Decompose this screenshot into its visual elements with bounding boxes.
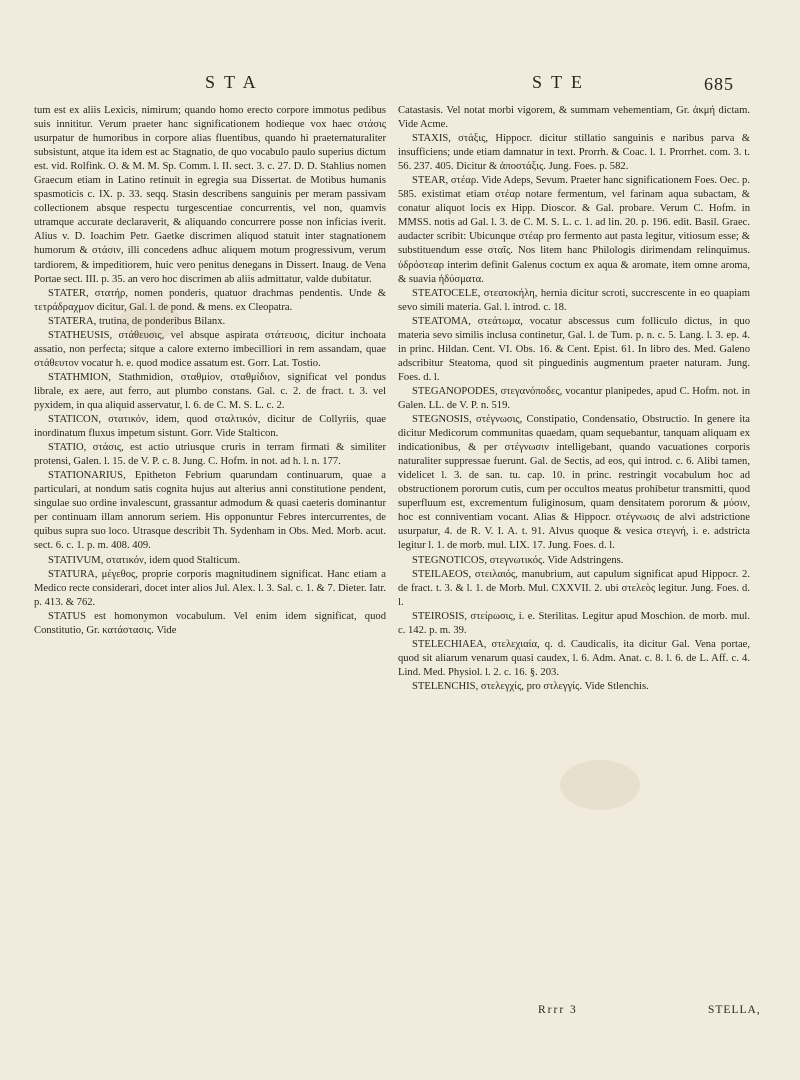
entry-status-continued: Catastasis. Vel notat morbi vigorem, & summam vehementiam, Gr. ἀκμή dictam. Vide Acme. bbox=[398, 105, 750, 131]
entry-statheusis: STATHEUSIS, στάθευσις, vel absque aspirata στάτευσις, dicitur inchoata assatio, non perfecta; sitque a calore externo imbecilliori in rem assandam, quae στάθευτον vocatur h. e. quod modice assatum est. Gorr. Lat. Tostio. bbox=[34, 329, 386, 369]
catchword: STELLA, bbox=[708, 1004, 761, 1016]
entry-steirosis: STEIROSIS, στείρωσις, i. e. Sterilitas. Legitur apud Moschion. de morb. mul. c. 142. p. m. 39. bbox=[398, 610, 750, 636]
entry-stationarius: STATIONARIUS, Epitheton Febrium quarundam continuarum, quae a particulari, at nondum satis cognita hujus aut alterius anni constitutione pendent, singulae suo ordine invalescunt, grassantur admodum & quasi caeteris dominantur per continuam illam annorum seriem. His opponuntur Febres intercurrentes, de quibus supra suo loco. Utrasque describit Th. Sydenham in Obs. Med. Morb. acut. sect. 6. c. 1. p. m. 408. 409. bbox=[34, 470, 386, 552]
left-running-head: STA bbox=[205, 72, 265, 92]
entry-staticon: STATICON, στατικόν, idem, quod σταλτικόν, dicitur de Collyriis, quae inordinatum fluxus impetum sistunt. Gorr. Vide Stalticon. bbox=[34, 414, 386, 440]
right-column bbox=[398, 104, 750, 694]
entry-stelenchis: STELENCHIS, στελεγχίς, pro στλεγγίς. Vide Stlenchis. bbox=[412, 680, 649, 692]
entry-status: STATUS est homonymon vocabulum. Vel enim idem significat, quod Constitutio, Gr. κατάστασις. Vide bbox=[34, 610, 386, 636]
entry-steatoma: STEATOMA, στεάτωμα, vocatur abscessus cum folliculo dictus, in quo materia sevo similis inclusa continetur, Gal. l. de Tum. p. n. c. 5. Lang. l. 3. ep. 4. in princ. Hildan. Cent. VI. Obs. 16. & Cent. Epist. 61. In libro des. Med. Galeno adscribitur Steatoma, quod sit pinguedinis augmentum praeter naturam. Jung. Foes. d. l. bbox=[398, 315, 750, 383]
entry-stativum: STATIVUM, στατικόν, idem quod Stalticum. bbox=[48, 554, 241, 566]
entry-stater: STATER, στατήρ, nomen ponderis, quatuor drachmas pendentis. Unde & τετράδραχμον dicitur, Gal. l. de pond. & mens. ex Cleopatra. bbox=[34, 287, 386, 313]
entry-statura: STATURA, μέγεθος, proprie corporis magnitudinem significat. Hanc etiam a Medico recte considerari, docet inter alios Jul. Alex. l. 3. Sal. c. 1. & 7. Dieter. Iatr. p. 413. & 762. bbox=[34, 568, 386, 608]
entry-statio: STATIO, στάσις, est actio utriusque cruris in terram firmati & similiter protensi, Galen. l. 15. de V. P. c. 8. Jung. C. Hofm. in not. ad h. l. n. 177. bbox=[34, 442, 386, 468]
entry-stear: STEAR, στέαρ. Vide Adeps, Sevum. Praeter hanc significationem Foes. Oec. p. 585. existimat etiam στέαρ notare fermentum, vel farinam aqua subactam, & conatur aliquot locis ex Hipp. Dioscor. & Gal. probare. Verum C. Hofm. in MMSS. notis ad Gal. l. 3. de C. M. S. L. c. 1. ad lin. 20. p. 196. edit. Basil. Graec. audacter scribit: Ubicunque στέαρ pro fermento aut pasta legitur, vitiosum esse; & substituendum esse σταῖς. Nos litem hanc Philologis dirimendam relinquimus. ὑδρόστεαρ interim definit Galenus coctum ex aqua & aromate, item omne aroma, & suavia ἡδύσματα. bbox=[398, 175, 750, 285]
paper-stain bbox=[560, 760, 640, 810]
entry-staxis: STAXIS, στάξις, Hippocr. dicitur stillatio sanguinis e naribus parva & insufficiens; unde etiam damnatur in text. Prorrh. & Coac. l. 1. Prorrhet. com. 3. t. 56. 237. 405. Dicitur & ἀποστάξις. Jung. Foes. p. 582. bbox=[398, 133, 750, 173]
entry-stasis-continued: tum est ex aliis Lexicis, nimirum; quando homo erecto corpore immotus pedibus suis innititur. Verum praeter hanc significationem hodieque vox haec στάσις usurpatur de humoribus in corpore alias fluentibus, quando hi praeternaturaliter subsistunt, atque ita idem est ac Stagnatio, de quo vocabulo paulo superius dictum est. vid. Rolfink. O. & M. M. Sp. Comm. l. II. sect. 3. c. 27. D. D. Stahlius nomen Graecum etiam in Latino retinuit in egregia sua Dissertat. de Motibus humanis spasmoticis c. IX. p. 33. seqq. Stasin describens sanguinis per meram passivam collectionem absque respectu turgescentiae concurrentis, vel non, quamvis utramque accurate declaraverit, & aliquando concurrere posse non inficias iverit. Alius v. D. Ioachim Petr. Gaetke discrimen aliquod statuit inter stagnationem humorum & στάσιν, illi concedens adhuc aliquem motum progressivum, verum tardiorem, & impeditiorem, huic vero penitus denegans in Dissert. Inaug. de Vena Portae sect. III. p. 35. an vero hoc discrimen ab aliis admittatur, valde dubitatur. bbox=[34, 105, 386, 285]
page-header bbox=[0, 72, 800, 102]
entry-steilaeos: STEILAEOS, στειλαιός, manubrium, aut capulum significat apud Hippocr. 2. de fract. t. 3. & l. 1. de Morb. Mul. CXXVII. 2. ubi στελεὸς legitur. Jung. Foes. d. l. bbox=[398, 568, 750, 608]
page-footer bbox=[0, 1004, 800, 1024]
right-running-head: STE bbox=[532, 72, 592, 92]
entry-stegnoticos: STEGNOTICOS, στεγνωτικός. Vide Adstringens. bbox=[412, 554, 624, 566]
entry-steganopodes: STEGANOPODES, στεγανόποδες, vocantur planipedes, apud C. Hofm. not. in Galen. LL. de V. P. n. 519. bbox=[398, 385, 750, 411]
entry-stelechiaea: STELECHIAEA, στελεχιαία, q. d. Caudicalis, ita dicitur Gal. Vena portae, quod sit aliarum venarum quasi caudex, l. 6. Adm. Anat. c. 8. l. 6. de L. Aff. c. 4. Lind. Med. Physiol. l. 2. c. 16. §. 203. bbox=[398, 638, 750, 678]
paper-stain bbox=[120, 300, 180, 340]
entry-stegnosis: STEGNOSIS, στέγνωσις, Constipatio, Condensatio, Obstructio. In genere ita dicitur Medicorum communitas quaedam, quam sequebantur, tanquam aliquam ex indicationibus, & per στέγνωσιν intelligebant, quando vacuationes corporis naturaliter suppressae fuerunt. Gal. de Sectis, ad eos, qui introd. c. 6. Alibi tamen, videlicet l. 3. de san. tu. cap. 10. in princ. restringit vocabulum hoc ad obstructionem pororum cutis, cum per occultos meatus prohibetur transmitti, quod superfluum est, excrementum fuliginosum, quam densitatem pororum & μύσιν, hoc est conniventiam vocant. Alias & Hippocr. στέγνωσις de alvi adstrictione usurpatur, 4. de R. V. I. A. t. 91. Alvus quoque & vesica στεγνή, i. e. adstricta legitur l. 1. de morb. mul. LIX. 17. Jung. Foes. d. l. bbox=[398, 414, 750, 552]
entry-steatocele: STEATOCELE, στεατοκήλη, hernia dicitur scroti, succrescente in eo quapiam sevo simili materia. Gal. l. introd. c. 18. bbox=[398, 287, 750, 313]
entry-stathmion: STATHMION, Stathmidion, σταθμίον, σταθμίδιον, significat vel pondus librale, ex aere, aut ferro, aut plumbo constans. Gal. c. 2. de fract. t. 3. vel pyxidem, in qua aliquid asservatur, l. 6. de C. M. S. L. c. 2. bbox=[34, 371, 386, 411]
entry-statera: STATERA, trutina, de ponderibus Bilanx. bbox=[48, 315, 226, 327]
signature-mark: Rrrr 3 bbox=[538, 1004, 578, 1016]
left-column bbox=[34, 104, 386, 638]
page-number: 685 bbox=[704, 74, 734, 94]
